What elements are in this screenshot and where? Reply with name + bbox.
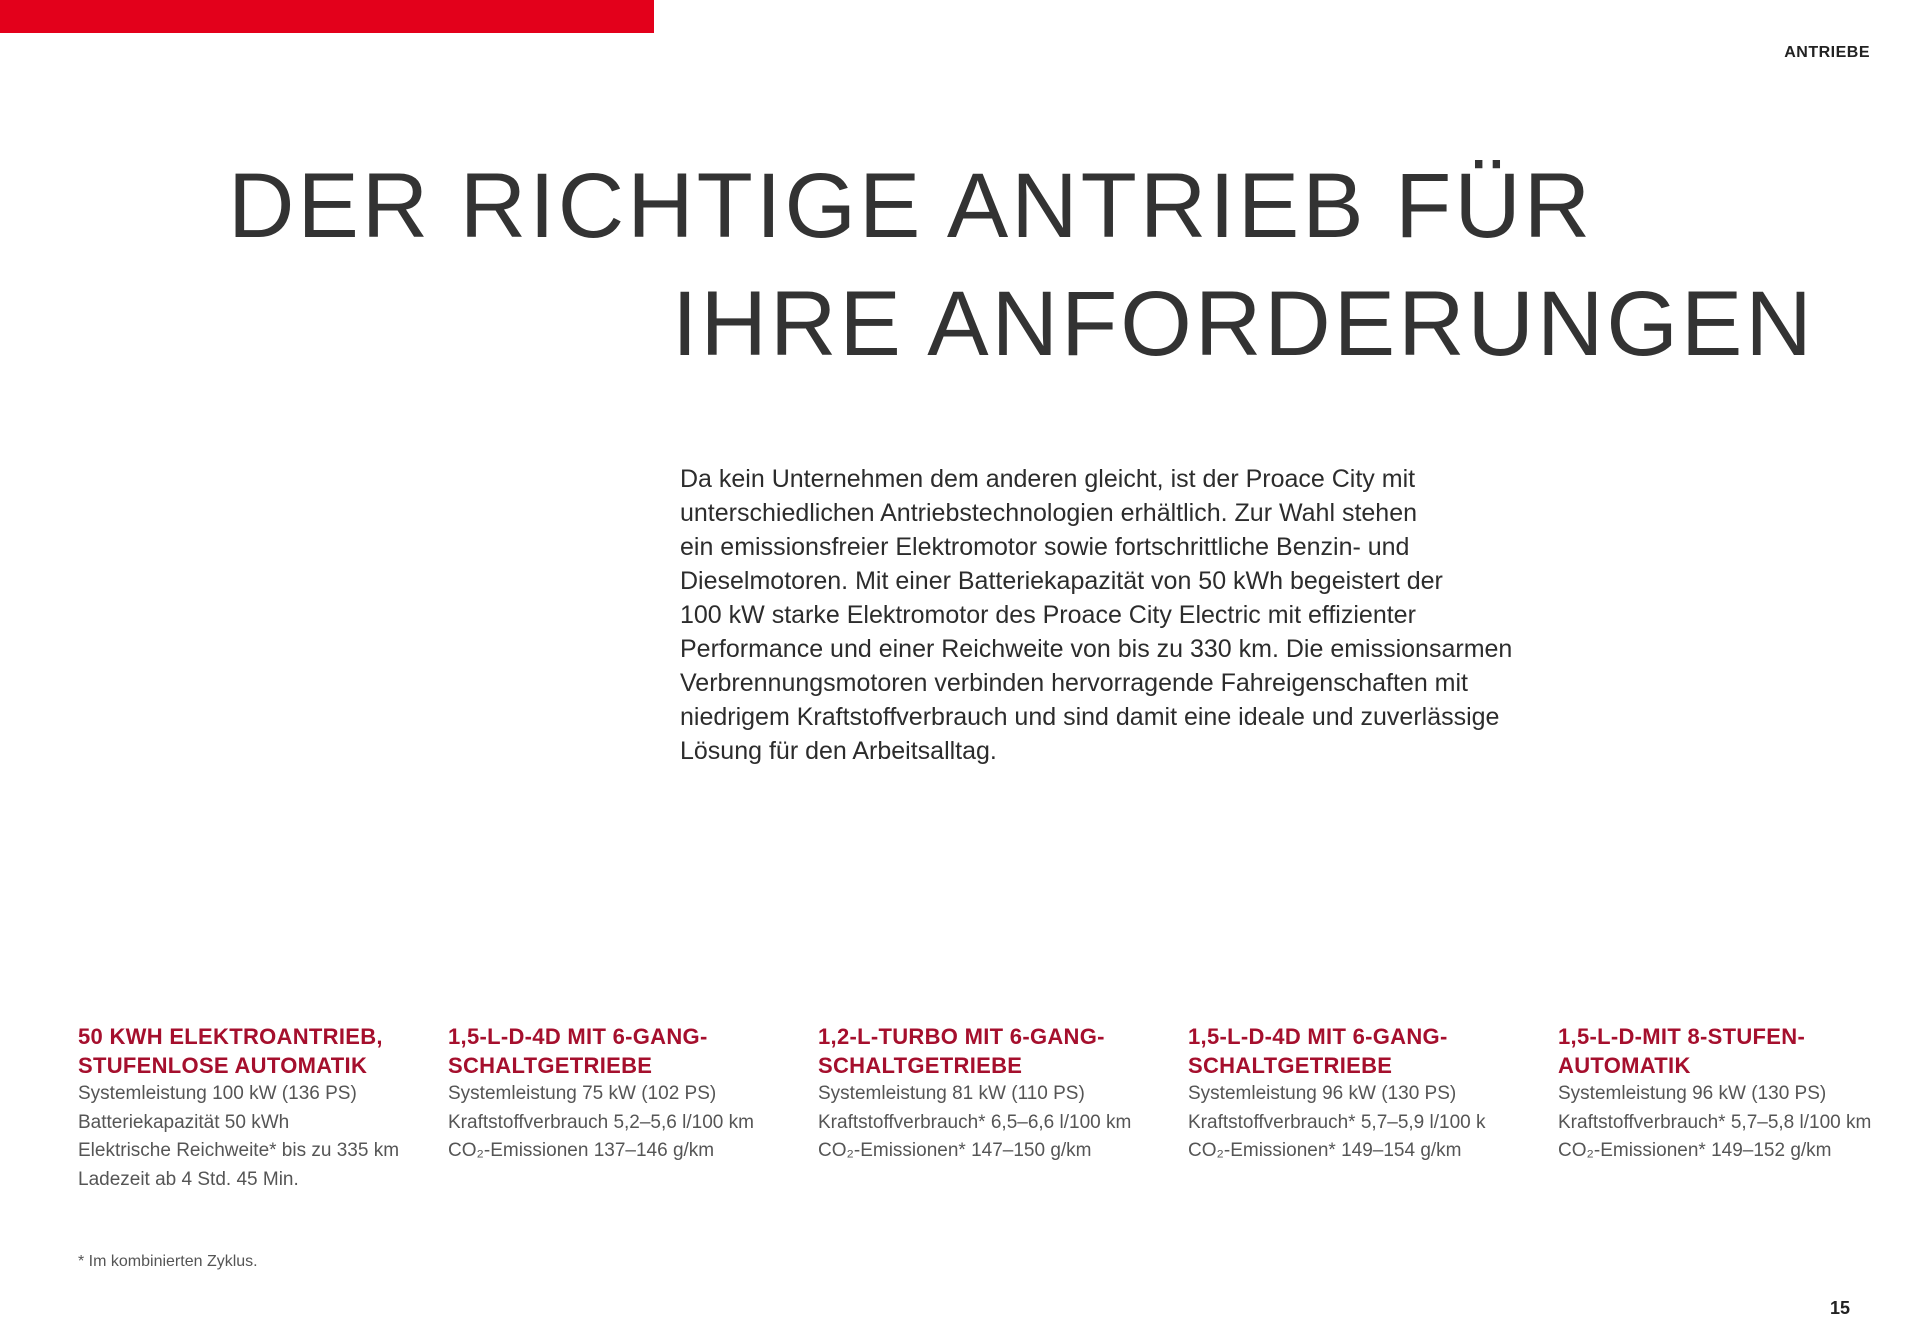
- intro-line: unterschiedlichen Antriebstechnologien erhältlich. Zur Wahl stehen: [680, 499, 1417, 527]
- spec-line: Systemleistung 96 kW (130 PS): [1188, 1083, 1457, 1104]
- spec-line: Kraftstoffverbrauch* 5,7–5,9 l/100 k: [1188, 1111, 1486, 1133]
- spec-line: CO₂-Emissionen* 149–152 g/km: [1558, 1140, 1832, 1161]
- spec-line: Systemleistung 75 kW (102 PS): [448, 1083, 717, 1104]
- spec-column-diesel-96-automatic: [1558, 1022, 1920, 1166]
- intro-line: 100 kW starke Elektromotor des Proace City Electric mit effizienter: [680, 601, 1416, 629]
- spec-title: [1558, 1022, 1920, 1080]
- engine-specs: [78, 1022, 1920, 1202]
- page-number: 15: [1829, 1298, 1850, 1318]
- intro-line: Lösung für den Arbeitsalltag.: [680, 737, 997, 765]
- spec-line: Kraftstoffverbrauch* 5,7–5,8 l/100 km: [1558, 1111, 1872, 1133]
- spec-title: [78, 1022, 458, 1080]
- spec-line: CO₂-Emissionen 137–146 g/km: [448, 1140, 715, 1161]
- spec-title: [448, 1022, 828, 1080]
- section-label: ANTRIEBE: [1784, 44, 1870, 61]
- spec-column-electric: [78, 1022, 458, 1194]
- spec-line: Kraftstoffverbrauch* 6,5–6,6 l/100 km: [818, 1111, 1132, 1133]
- spec-line: Systemleistung 81 kW (110 PS): [818, 1083, 1085, 1104]
- intro-line: Da kein Unternehmen dem anderen gleicht, ist der Proace City mit: [680, 465, 1416, 493]
- spec-title-line: 1,5-L-D-MIT 8-STUFEN-: [1558, 1024, 1806, 1049]
- intro-line: ein emissionsfreier Elektromotor sowie fortschrittliche Benzin- und: [680, 533, 1410, 561]
- intro-line: niedrigem Kraftstoffverbrauch und sind damit eine ideale und zuverlässige: [680, 703, 1500, 731]
- spec-title-line: 1,5-L-D-4D MIT 6-GANG-: [448, 1024, 708, 1049]
- spec-column-diesel-96-manual: [1188, 1022, 1568, 1166]
- spec-title-line: SCHALTGETRIEBE: [1188, 1053, 1393, 1078]
- spec-title-line: STUFENLOSE AUTOMATIK: [78, 1053, 368, 1078]
- spec-column-diesel-75: [448, 1022, 828, 1166]
- intro-line: Performance und einer Reichweite von bis zu 330 km. Die emissionsarmen: [680, 635, 1513, 663]
- spec-line: Ladezeit ab 4 Std. 45 Min.: [78, 1168, 299, 1190]
- spec-line: Kraftstoffverbrauch 5,2–5,6 l/100 km: [448, 1111, 754, 1133]
- spec-title-line: 1,5-L-D-4D MIT 6-GANG-: [1188, 1024, 1448, 1049]
- headline-line-2: IHRE ANFORDERUNGEN: [672, 273, 1815, 375]
- spec-title-line: SCHALTGETRIEBE: [448, 1053, 653, 1078]
- intro-line: Verbrennungsmotoren verbinden hervorragende Fahreigenschaften mit: [680, 669, 1468, 697]
- page-headline: [0, 0, 1920, 400]
- footnote: * Im kombinierten Zyklus.: [78, 1253, 258, 1270]
- spec-title: [1188, 1022, 1568, 1080]
- spec-title-line: SCHALTGETRIEBE: [818, 1053, 1023, 1078]
- headline-line-1: DER RICHTIGE ANTRIEB FÜR: [228, 155, 1594, 257]
- spec-title-line: 1,2-L-TURBO MIT 6-GANG-: [818, 1024, 1105, 1049]
- intro-paragraph: [680, 462, 1620, 768]
- spec-line: Batteriekapazität 50 kWh: [78, 1111, 290, 1133]
- spec-title-line: AUTOMATIK: [1558, 1053, 1691, 1078]
- spec-line: CO₂-Emissionen* 149–154 g/km: [1188, 1140, 1462, 1161]
- spec-line: Systemleistung 100 kW (136 PS): [78, 1083, 357, 1104]
- spec-line: Systemleistung 96 kW (130 PS): [1558, 1083, 1827, 1104]
- spec-column-petrol-turbo: [818, 1022, 1198, 1166]
- spec-title-line: 50 KWH ELEKTROANTRIEB,: [78, 1024, 383, 1049]
- spec-title: [818, 1022, 1198, 1080]
- spec-line: Elektrische Reichweite* bis zu 335 km: [78, 1140, 400, 1161]
- intro-line: Dieselmotoren. Mit einer Batteriekapazität von 50 kWh begeistert der: [680, 567, 1443, 595]
- spec-line: CO₂-Emissionen* 147–150 g/km: [818, 1140, 1092, 1161]
